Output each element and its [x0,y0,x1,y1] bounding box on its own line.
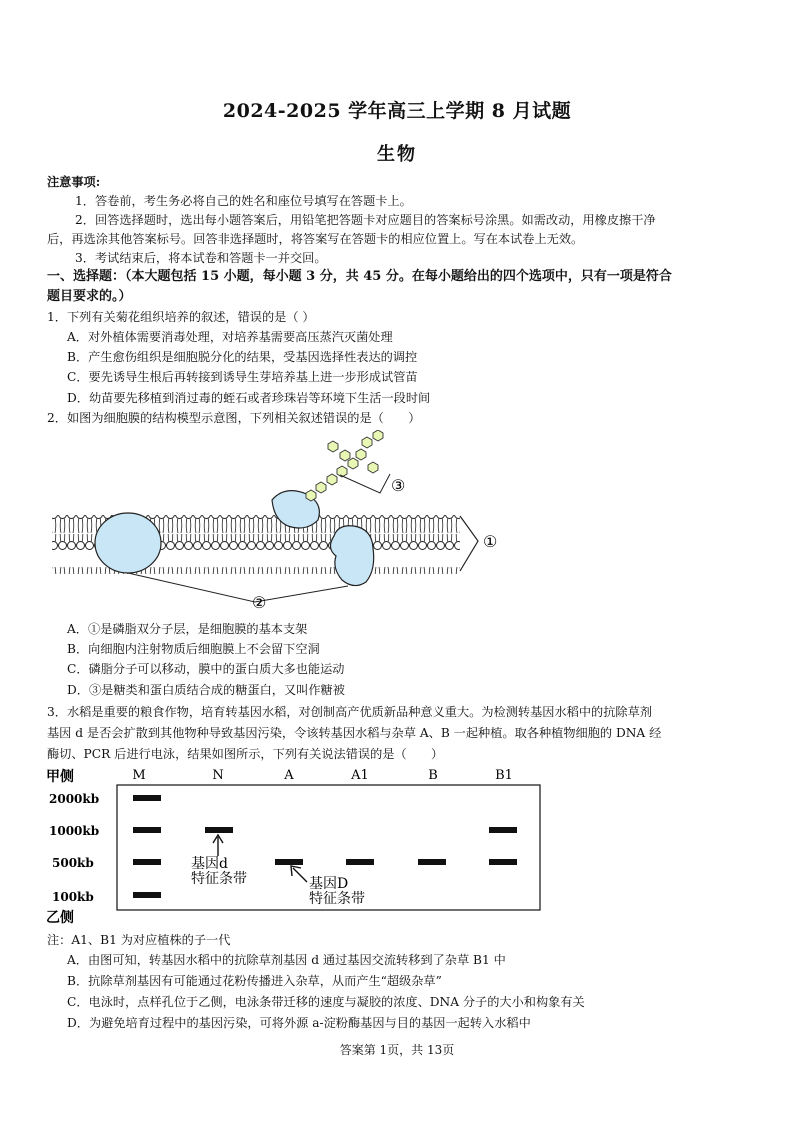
lane-label-b: B [428,768,438,783]
marker-500: 500kb [52,856,94,870]
marker-100: 100kb [52,890,94,904]
annotation-gene-D-band: 特征条带 [309,891,365,907]
annotation-gene-d: 基因d [191,856,228,872]
label-3: ③ [391,476,406,495]
gel-side-top: 甲侧 [46,769,74,785]
band-a-500 [275,859,303,865]
band-m-500 [133,859,161,865]
annotation-gene-D: 基因D [309,876,349,892]
notice-item-2: 2．回答选择题时，选出每小题答案后，用铅笔把答题卡对应题目的答案标号涂黑。如需改动，用橡皮擦干净 [75,213,656,227]
band-n-1000 [205,827,233,833]
section-heading-cont: 题目要求的。） [47,289,132,304]
band-m-2000 [133,795,161,801]
band-m-100 [133,892,161,898]
annotation-gene-d-band: 特征条带 [191,871,247,887]
q3-stem-line-1: 3．水稻是重要的粮食作物，培育转基因水稻，对创制高产优质新品种意义重大。为检测转基因水稻中的抗除草剂 [47,705,652,719]
lane-label-m: M [132,768,146,783]
q1-option-d: D．幼苗要先移植到消过毒的蛭石或者珍珠岩等环境下生活一段时间 [67,391,431,405]
electrophoresis-figure [44,764,544,928]
gel-side-bottom: 乙侧 [46,910,74,926]
lane-label-a: A [284,768,294,783]
marker-1000: 1000kb [49,824,100,838]
sugar-chain [306,430,383,501]
notice-item-2-cont: 后，再选涂其他答案标号。回答非选择题时，将答案写在答题卡的相应位置上。写在本试卷上无效。 [47,232,584,246]
embedded-protein [330,526,373,586]
lane-label-b1: B1 [495,768,513,783]
q2-option-b: B．向细胞内注射物质后细胞膜上不会留下空洞 [67,642,320,656]
exam-title: 2024-2025 学年高三上学期 8 月试题 [222,100,572,122]
band-b1-500 [489,859,517,865]
q3-option-a: A．由图可知，转基因水稻中的抗除草剂基因 d 通过基因交流转移到了杂草 B1 中 [67,953,506,967]
section-heading: 一、选择题：（本大题包括 15 小题，每小题 3 分，共 45 分。在每小题给出的四个选项中，只有一项是符合 [47,269,672,284]
q2-stem: 2．如图为细胞膜的结构模型示意图，下列相关叙述错误的是（ ） [47,411,421,425]
page-footer: 答案第 1页，共 13页 [339,1043,455,1057]
band-m-1000 [133,827,161,833]
q3-note: 注：A1、B1 为对应植株的子一代 [47,933,231,947]
band-b1-1000 [489,827,517,833]
label-2: ② [252,593,267,612]
q3-option-d: D．为避免培育过程中的基因污染，可将外源 a-淀粉酶基因与目的基因一起转入水稻中 [67,1016,531,1030]
notice-heading: 注意事项: [47,175,101,189]
q2-option-d: D．③是糖类和蛋白质结合成的糖蛋白，又叫作糖被 [67,683,345,697]
q3-stem-line-3: 酶切、PCR 后进行电泳，结果如图所示，下列有关说法错误的是（ ） [47,747,444,761]
band-a1-500 [346,859,374,865]
q2-option-c: C．磷脂分子可以移动，膜中的蛋白质大多也能运动 [67,662,345,676]
q3-option-b: B．抗除草剂基因有可能通过花粉传播进入杂草，从而产生“超级杂草” [67,974,442,988]
cell-membrane-figure [40,430,500,615]
band-b-500 [418,859,446,865]
q1-option-a: A．对外植体需要消毒处理，对培养基需要高压蒸汽灭菌处理 [67,330,393,344]
notice-item-3: 3．考试结束后，将本试卷和答题卡一并交回。 [75,251,327,265]
q3-option-c: C．电泳时，点样孔位于乙侧，电泳条带迁移的速度与凝胶的浓度、DNA 分子的大小和构象有关 [67,995,585,1009]
q1-option-c: C．要先诱导生根后再转接到诱导生芽培养基上进一步形成试管苗 [67,370,418,384]
marker-2000: 2000kb [49,792,100,806]
q1-option-b: B．产生愈伤组织是细胞脱分化的结果，受基因选择性表达的调控 [67,350,418,364]
lane-label-a1: A1 [351,768,369,783]
label-1: ① [483,532,498,551]
transmembrane-protein [95,513,161,573]
lane-label-n: N [212,768,224,783]
q3-stem-line-2: 基因 d 是否会扩散到其他物种导致基因污染，令该转基因水稻与杂草 A、B 一起种植。取各种植物细胞的 DNA 经 [47,726,662,740]
subject-title: 生物 [377,144,417,165]
q1-stem: 1．下列有关菊花组织培养的叙述，错误的是（ ） [47,310,315,324]
notice-item-1: 1．答卷前，考生务必将自己的姓名和座位号填写在答题卡上。 [75,194,412,208]
q2-option-a: A．①是磷脂双分子层，是细胞膜的基本支架 [67,622,308,636]
